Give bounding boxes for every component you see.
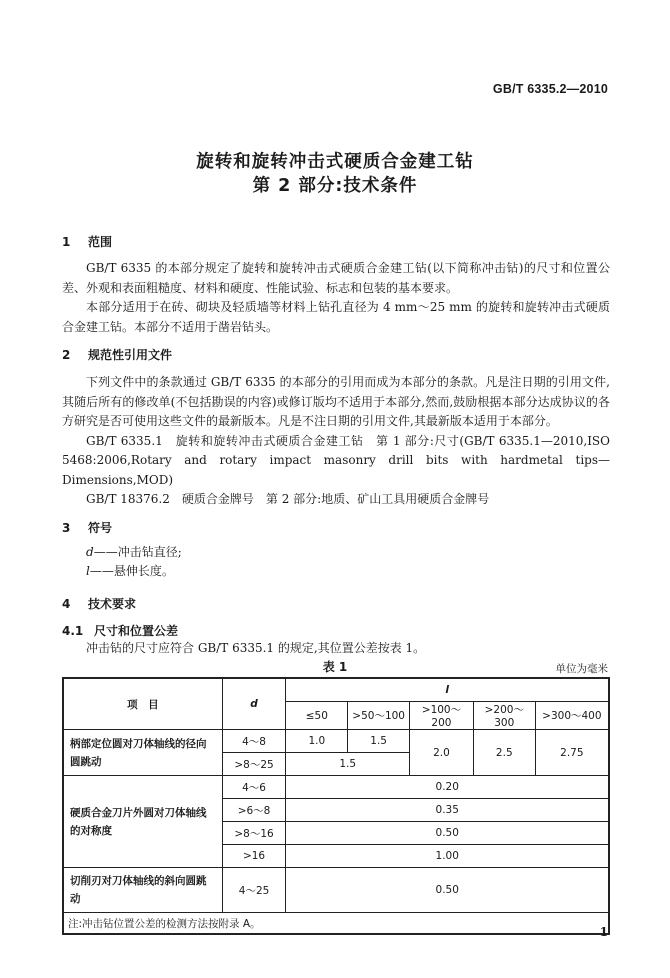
cell-value: 2.5 [473,730,535,776]
header-l-range: >300～400 [535,702,609,730]
paragraph: 冲击钻的尺寸应符合 GB/T 6335.1 的规定,其位置公差按表 1。 [86,641,426,655]
paragraph: 本部分适用于在砖、砌块及轻质墙等材料上钻孔直径为 4 mm～25 mm 的旋转和旋转冲击式硬质合金建工钻。本部分不适用于凿岩钻头。 [62,300,610,334]
table-caption: 表 1 [322,660,348,674]
header-d: d [222,678,286,730]
subsection-number: 4.1 [62,624,84,638]
symbol-variable: d [86,545,94,559]
cell-value: 0.50 [286,822,609,845]
subsection-title: 尺寸和位置公差 [94,624,179,638]
document-title: 旋转和旋转冲击式硬质合金建工钻 [196,152,474,172]
document-subtitle: 第 2 部分:技术条件 [252,176,418,196]
section-title: 规范性引用文件 [88,348,173,362]
section-1-body [62,259,610,337]
header-l: l [286,678,609,702]
symbol-definition: ——悬伸长度。 [89,564,174,578]
section-number: 4 [62,597,71,611]
section-number: 1 [62,235,71,249]
tolerance-table [62,677,610,935]
cell-d: >8～25 [222,753,286,776]
reference-item: GB/T 18376.2 硬质合金牌号 第 2 部分:地质、矿山工具用硬质合金牌号 [86,492,490,506]
row-label: 切削刃对刀体轴线的斜向圆跳动 [63,868,222,913]
subsection-4-1-heading [62,622,178,639]
subsection-4-1-body [62,639,610,659]
section-title: 符号 [88,521,113,535]
cell-value: 0.20 [286,776,609,799]
section-title: 技术要求 [88,597,137,611]
table-unit: 单位为毫米 [555,663,608,675]
symbol-item [86,543,182,562]
header-l-range: >200～300 [473,702,535,730]
section-number: 2 [62,348,71,362]
cell-d: >6～8 [222,799,286,822]
cell-value: 0.35 [286,799,609,822]
symbol-variable: l [86,564,90,578]
page-number: 1 [599,925,608,939]
header-l-range: >50～100 [348,702,410,730]
section-2-heading [62,346,172,363]
table-note: 注:冲击钻位置公差的检测方法按附录 A。 [63,913,609,935]
paragraph: GB/T 6335 的本部分规定了旋转和旋转冲击式硬质合金建工钻(以下简称冲击钻)的尺寸和位置公差、外观和表面粗糙度、材料和硬度、性能试验、标志和包装的基本要求。 [62,261,610,295]
cell-value: 0.50 [286,868,609,913]
section-number: 3 [62,521,71,535]
cell-d: 4～25 [222,868,286,913]
row-label: 柄部定位圆对刀体轴线的径向圆跳动 [63,730,222,776]
paragraph: 下列文件中的条款通过 GB/T 6335 的本部分的引用而成为本部分的条款。凡是注日期的引用文件,其随后所有的修改单(不包括勘误的内容)或修订版均不适用于本部分,然而,鼓励根据本部分达成协议的各方研究是否可使用这些文件的最新版本。凡是不注日期的引用文件,其最新版本适用于本部分。 [62,375,610,428]
cell-value: 2.75 [535,730,609,776]
cell-value: 1.00 [286,845,609,868]
cell-d: >8～16 [222,822,286,845]
header-l-range: >100～200 [410,702,474,730]
symbol-list [86,543,182,581]
header-item: 项 目 [63,678,222,730]
section-2-body [62,373,610,510]
cell-value: 1.5 [286,753,410,776]
standard-number: GB/T 6335.2—2010 [492,82,608,96]
row-label: 硬质合金刀片外圆对刀体轴线的对称度 [63,776,222,868]
section-title: 范围 [88,235,113,249]
symbol-item [86,562,182,581]
symbol-definition: ——冲击钻直径; [93,545,182,559]
cell-d: 4～8 [222,730,286,753]
section-1-heading [62,233,112,250]
reference-item: GB/T 6335.1 旋转和旋转冲击式硬质合金建工钻 第 1 部分:尺寸(GB/T 6335.1—2010,ISO 5468:2006,Rotary and rotary impact masonry drill bits with hardmetal tips—Dimensions,MOD) [62,433,610,487]
cell-value: 1.0 [286,730,348,753]
cell-value: 1.5 [348,730,410,753]
header-l-range: ≤50 [286,702,348,730]
section-4-heading [62,595,136,612]
cell-d: >16 [222,845,286,868]
cell-value: 2.0 [410,730,474,776]
cell-d: 4～6 [222,776,286,799]
section-3-heading [62,519,112,536]
